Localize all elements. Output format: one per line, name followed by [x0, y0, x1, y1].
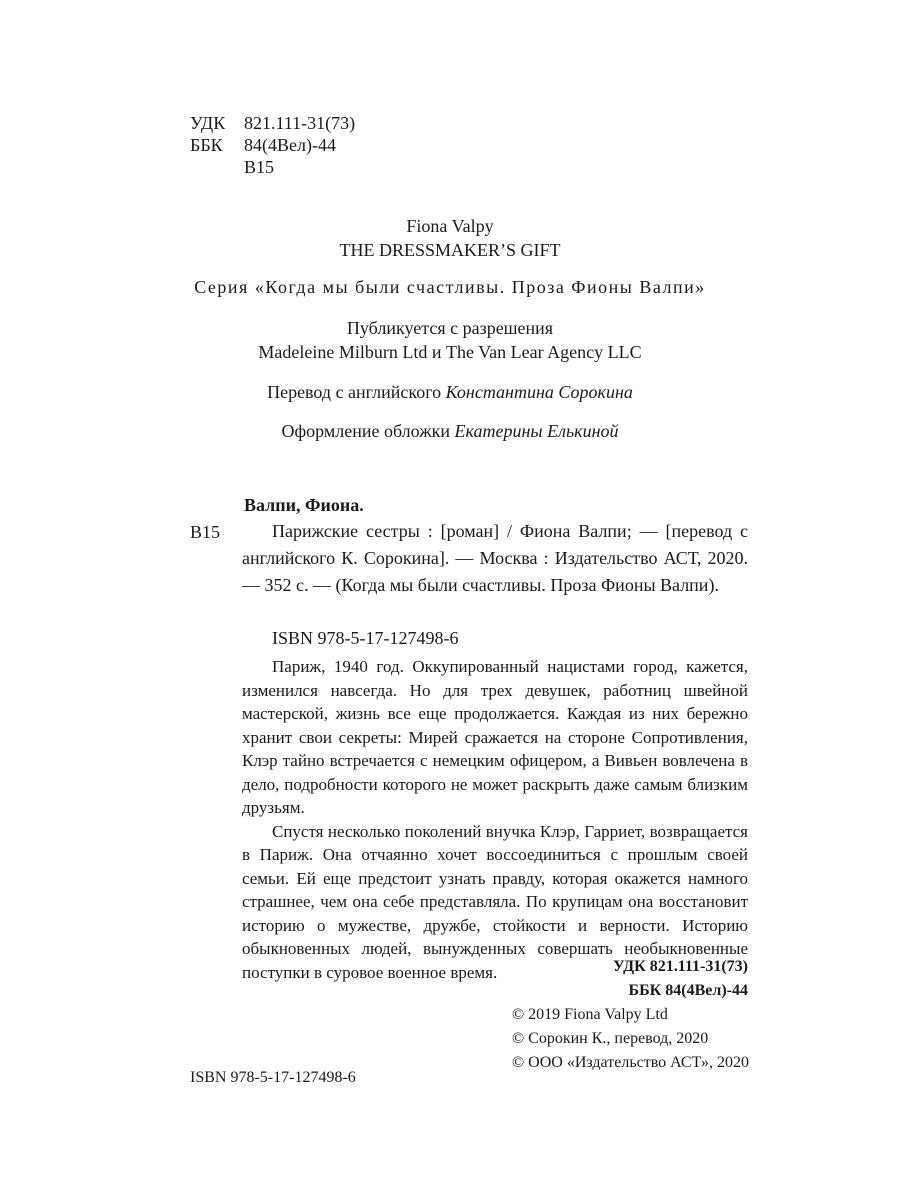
- translation-credit: [0, 381, 900, 403]
- bbk-row: [190, 134, 355, 156]
- translator-name: Константина Сорокина: [445, 382, 633, 402]
- annotation-paragraph-2: Спустя несколько поколений внучка Клэр, Гарриет, возвращается в Париж. Она отчаянно хочет воссоединиться с прошлым своей семьи. Ей еще предстоит узнать правду, которая окажется намного страшнее, чем она себе представляла. По крупицам она восстановит историю о мужестве, дружбе, стойкости и верности. Историю обыкновенных людей, вынужденных совершать необыкновенные поступки в суровое военное время.: [242, 821, 748, 982]
- udk-row: [190, 112, 355, 134]
- cover-design-credit: [0, 420, 900, 442]
- copyright-line-3: © ООО «Издательство АСТ», 2020: [512, 1054, 749, 1071]
- permission-line-2: Madeleine Milburn Ltd и The Van Lear Agency LLC: [258, 342, 642, 362]
- isbn-bottom: ISBN 978-5-17-127498-6: [190, 1069, 356, 1086]
- copyright-line-1: © 2019 Fiona Valpy Ltd: [512, 1006, 668, 1023]
- catalog-heading: Валпи, Фиона.: [244, 495, 364, 515]
- original-title: THE DRESSMAKER’S GIFT: [339, 240, 561, 260]
- cover-designer-name: Екатерины Елькиной: [454, 421, 619, 441]
- catalog-description: [242, 518, 748, 599]
- copyright-block: [512, 1003, 749, 1075]
- udk-value: 821.111-31(73): [244, 113, 356, 133]
- udk-label: УДК: [190, 113, 226, 133]
- catalog-mark: В15: [190, 522, 221, 542]
- permission-line-1: Публикуется с разрешения: [346, 318, 554, 338]
- translation-label: Перевод с английского: [267, 382, 442, 402]
- copyright-line-2: © Сорокин К., перевод, 2020: [512, 1030, 709, 1047]
- annotation-paragraph-1: Париж, 1940 год. Оккупированный нацистами город, кажется, изменился навсегда. Но для трех девушек, работниц швейной мастерской, жизнь все еще продолжается. Каждая из них бережно хранит свои секреты: Мирей сражается на стороне Сопротивления, Клэр тайно встречается с немецким офицером, а Вивьен вовлечена в дело, подробности которого не может раскрыть даже самым близким друзьям.: [242, 657, 748, 817]
- author-mark: В15: [244, 157, 275, 177]
- series-line: Серия «Когда мы были счастливы. Проза Фионы Валпи»: [194, 277, 706, 297]
- annotation: [242, 655, 748, 984]
- classification-codes-bold: [613, 955, 748, 1003]
- bbk-label: ББК: [190, 135, 223, 155]
- catalog-isbn: ISBN 978-5-17-127498-6: [272, 628, 459, 648]
- original-author: Fiona Valpy: [406, 216, 494, 236]
- author-mark-row: [190, 156, 355, 178]
- catalog-description-text: Парижские сестры : [роман] / Фиона Валпи; — [перевод с английского К. Сорокина]. — Москва : Издательство АСТ, 2020. — 352 с. — (Когда мы были счастливы. Проза Фионы Валпи).: [242, 521, 748, 595]
- udk-bold: УДК 821.111-31(73): [613, 958, 748, 975]
- bbk-value: 84(4Вел)-44: [244, 135, 336, 155]
- bbk-bold: ББК 84(4Вел)-44: [628, 982, 748, 999]
- classification-codes: [190, 112, 355, 178]
- cover-design-label: Оформление обложки: [281, 421, 451, 441]
